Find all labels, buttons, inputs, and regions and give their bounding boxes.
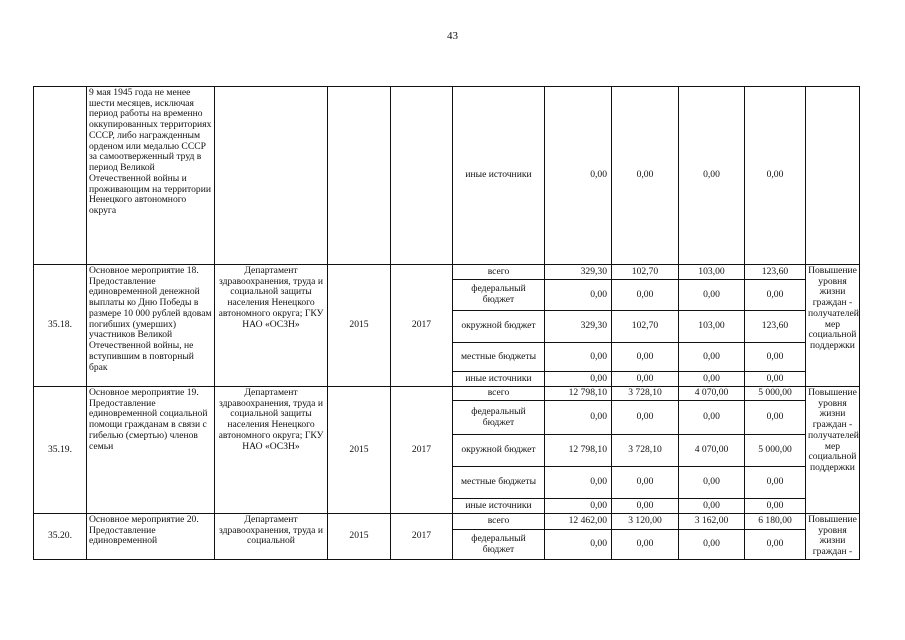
table-row (34, 387, 860, 401)
activity-executor: Департамент здравоохранения, труда и социальной защиты населения Ненецкого автономного округа; ГКУ НАО «ОСЗН» (215, 387, 328, 514)
funding-year-1: 0,00 (612, 280, 679, 311)
funding-total: 12 798,10 (545, 435, 612, 467)
funding-total: 0,00 (545, 280, 612, 311)
start-year: 2015 (328, 514, 391, 560)
funding-year-2: 4 070,00 (679, 435, 745, 467)
funding-year-2: 103,00 (679, 311, 745, 343)
funding-total: 0,00 (545, 401, 612, 435)
funding-year-1: 0,00 (612, 372, 679, 387)
funding-year-1: 102,70 (612, 311, 679, 343)
funding-total: 329,30 (545, 265, 612, 280)
funding-year-2: 0,00 (679, 280, 745, 311)
funding-year-3: 0,00 (745, 280, 806, 311)
funding-total: 0,00 (545, 343, 612, 372)
activity-number (34, 87, 87, 265)
expected-result (806, 87, 860, 265)
end-year: 2017 (391, 387, 453, 514)
funding-year-3: 5 000,00 (745, 387, 806, 401)
funding-total: 0,00 (545, 87, 612, 265)
funding-year-3: 0,00 (745, 343, 806, 372)
funding-year-3: 123,60 (745, 311, 806, 343)
table-row (34, 265, 860, 280)
activity-executor (215, 87, 328, 265)
page-number: 43 (447, 30, 458, 42)
funding-total: 0,00 (545, 372, 612, 387)
funding-year-2: 0,00 (679, 467, 745, 499)
funding-source: федеральный бюджет (453, 401, 545, 435)
funding-year-1: 3 728,10 (612, 387, 679, 401)
funding-source: всего (453, 265, 545, 280)
funding-year-2: 3 162,00 (679, 514, 745, 530)
activity-description: Основное мероприятие 20. Предоставление единовременной (87, 514, 215, 560)
activity-executor: Департамент здравоохранения, труда и социальной (215, 514, 328, 560)
funding-year-2: 103,00 (679, 265, 745, 280)
funding-year-3: 0,00 (745, 87, 806, 265)
activity-number: 35.20. (34, 514, 87, 560)
funding-year-2: 4 070,00 (679, 387, 745, 401)
end-year: 2017 (391, 514, 453, 560)
funding-year-1: 0,00 (612, 499, 679, 514)
funding-total: 12 798,10 (545, 387, 612, 401)
funding-source: иные источники (453, 372, 545, 387)
funding-year-1: 3 728,10 (612, 435, 679, 467)
funding-year-2: 0,00 (679, 87, 745, 265)
funding-year-2: 0,00 (679, 499, 745, 514)
start-year: 2015 (328, 265, 391, 387)
expected-result: Повышение уровня жизни граждан - получателей мер социальной поддержки (806, 387, 860, 514)
funding-source: окружной бюджет (453, 435, 545, 467)
activity-description: Основное мероприятие 18. Предоставление единовременной денежной выплаты ко Дню Победы в размере 10 000 рублей вдовам погибших (умерших) участников Великой Отечественной войны, не вступившим в повторный брак (87, 265, 215, 387)
expected-result: Повышение уровня жизни граждан - получателей мер социальной поддержки (806, 265, 860, 387)
funding-total: 12 462,00 (545, 514, 612, 530)
funding-year-1: 0,00 (612, 343, 679, 372)
activity-number: 35.18. (34, 265, 87, 387)
end-year (391, 87, 453, 265)
funding-year-3: 5 000,00 (745, 435, 806, 467)
activity-description: 9 мая 1945 года не менее шести месяцев, исключая период работы на временно оккупированных территориях СССР, либо награжденным орденом или медалью СССР за самоотверженный труд в период Великой Отечественной войны и проживающим на территории Ненецкого автономного округа (87, 87, 215, 265)
funding-source: федеральный бюджет (453, 280, 545, 311)
funding-source: окружной бюджет (453, 311, 545, 343)
funding-source: всего (453, 514, 545, 530)
funding-source: федеральный бюджет (453, 530, 545, 560)
funding-year-3: 0,00 (745, 401, 806, 435)
funding-year-1: 0,00 (612, 401, 679, 435)
activity-number: 35.19. (34, 387, 87, 514)
funding-total: 0,00 (545, 530, 612, 560)
funding-total: 329,30 (545, 311, 612, 343)
funding-year-2: 0,00 (679, 401, 745, 435)
program-activities-table (33, 86, 860, 560)
start-year (328, 87, 391, 265)
funding-year-3: 123,60 (745, 265, 806, 280)
expected-result: Повышение уровня жизни граждан - (806, 514, 860, 560)
activity-description: Основное мероприятие 19. Предоставление единовременной социальной помощи гражданам в связи с гибелью (смертью) членов семьи (87, 387, 215, 514)
funding-source: иные источники (453, 499, 545, 514)
funding-year-2: 0,00 (679, 530, 745, 560)
funding-source: местные бюджеты (453, 343, 545, 372)
funding-year-3: 0,00 (745, 499, 806, 514)
table-row (34, 87, 860, 265)
funding-year-3: 0,00 (745, 372, 806, 387)
funding-year-3: 6 180,00 (745, 514, 806, 530)
funding-year-3: 0,00 (745, 467, 806, 499)
funding-year-1: 0,00 (612, 87, 679, 265)
funding-total: 0,00 (545, 499, 612, 514)
funding-year-2: 0,00 (679, 372, 745, 387)
funding-year-3: 0,00 (745, 530, 806, 560)
table-row (34, 514, 860, 530)
funding-source: иные источники (453, 87, 545, 265)
funding-year-1: 0,00 (612, 467, 679, 499)
funding-year-1: 0,00 (612, 530, 679, 560)
funding-year-1: 3 120,00 (612, 514, 679, 530)
funding-source: всего (453, 387, 545, 401)
funding-total: 0,00 (545, 467, 612, 499)
funding-year-1: 102,70 (612, 265, 679, 280)
table-body (34, 87, 860, 560)
funding-source: местные бюджеты (453, 467, 545, 499)
activity-executor: Департамент здравоохранения, труда и социальной защиты населения Ненецкого автономного округа; ГКУ НАО «ОСЗН» (215, 265, 328, 387)
start-year: 2015 (328, 387, 391, 514)
end-year: 2017 (391, 265, 453, 387)
funding-year-2: 0,00 (679, 343, 745, 372)
